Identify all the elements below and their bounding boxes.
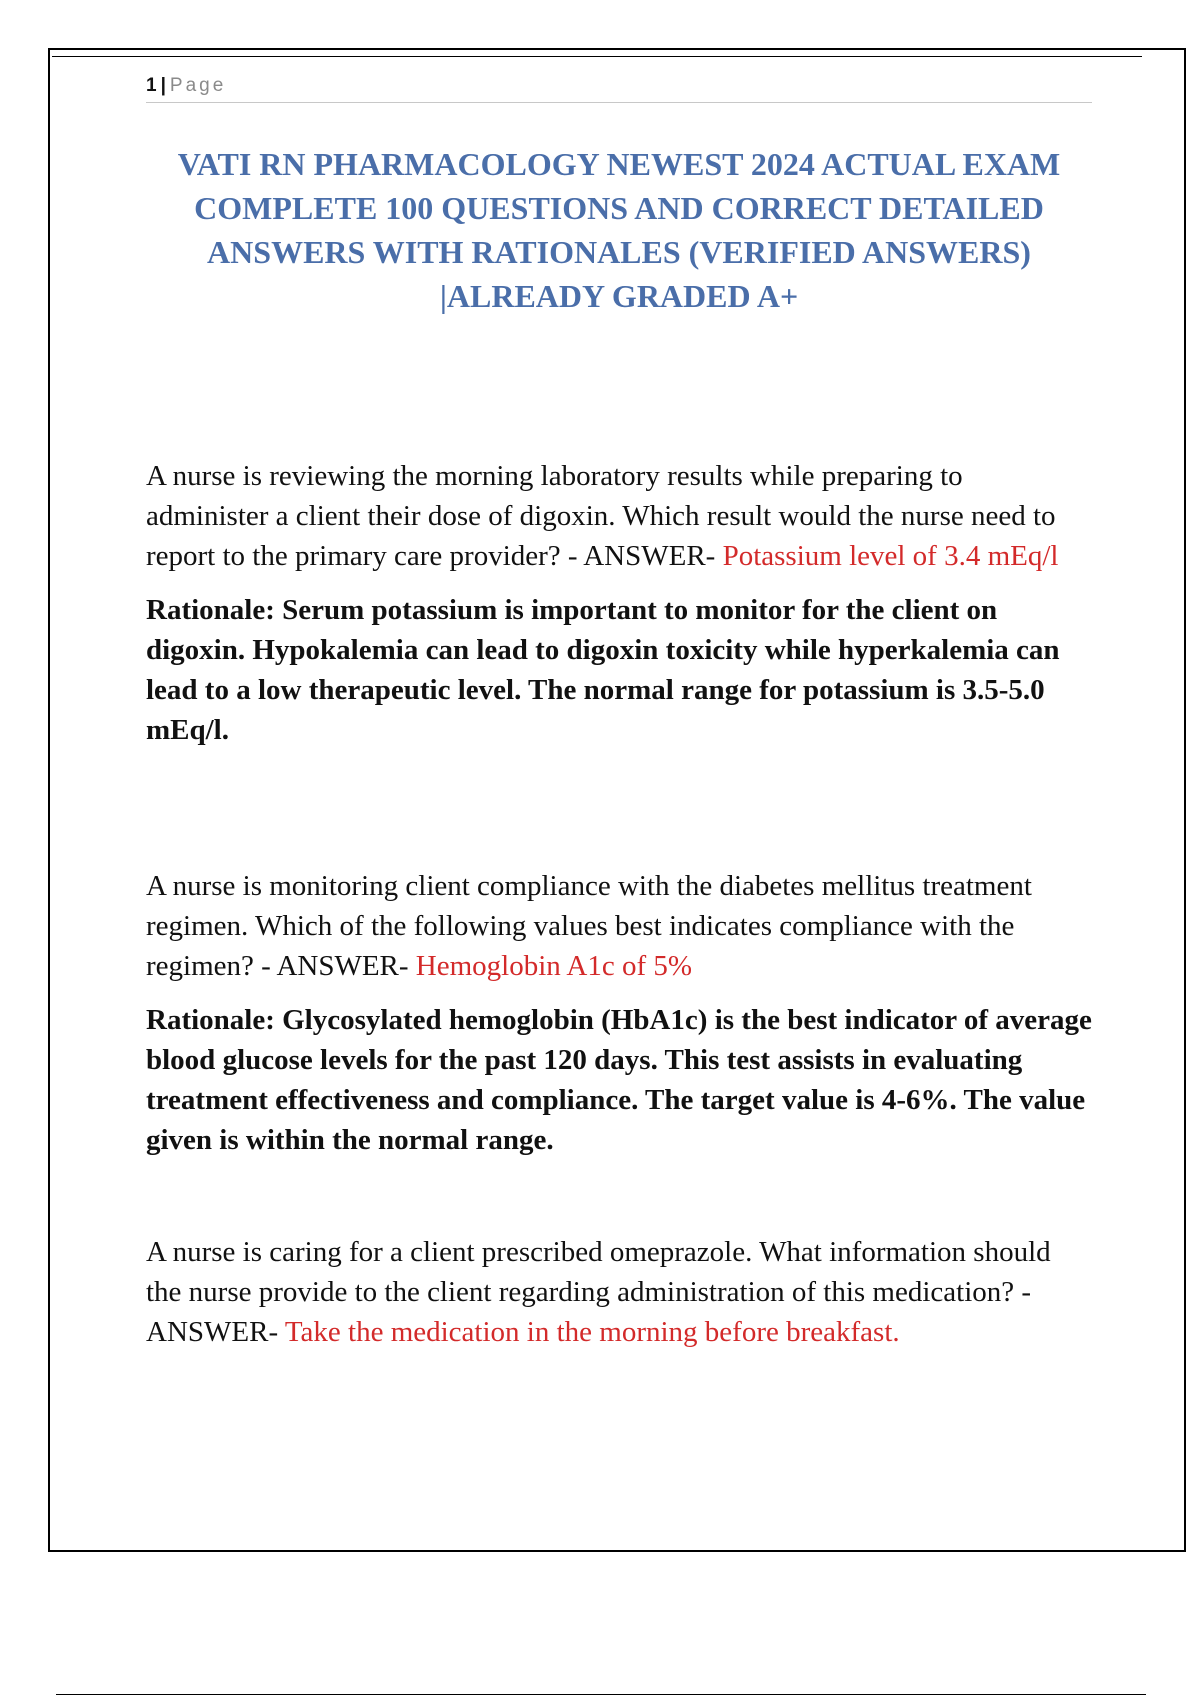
question-2 [146,866,1092,986]
qa-item-2 [146,866,1092,1160]
question-1 [146,456,1092,576]
page-number: 1 [146,75,157,96]
rationale-2: Rationale: Glycosylated hemoglobin (HbA1c) is the best indicator of average blood glucose levels for the past 120 days. This test assists in evaluating treatment effectiveness and compliance. The target value is 4-6%. The value given is within the normal range. [146,1004,1092,1156]
bottom-rule [56,1694,1146,1695]
answer-text: Take the medication in the morning before breakfast. [284,1316,900,1348]
question-3 [146,1232,1092,1352]
qa-item-3 [146,1232,1092,1352]
answer-text: Potassium level of 3.4 mEq/l [722,540,1059,572]
page-header [146,74,1092,103]
answer-text: Hemoglobin A1c of 5% [415,950,693,982]
page-label: Page [169,75,227,96]
question-text: A nurse is reviewing the morning laboratory results while preparing to administer a client their dose of digoxin. Which result would the nurse need to report to the primary care provider? - ANSWER- [146,460,1056,572]
question-text: A nurse is monitoring client compliance with the diabetes mellitus treatment regimen. Which of the following values best indicates compliance with the regimen? - ANSWER- [146,870,1032,982]
rationale-1: Rationale: Serum potassium is important to monitor for the client on digoxin. Hypokalemia can lead to digoxin toxicity while hyperkalemia can lead to a low therapeutic level. The normal range for potassium is 3.5-5.0 mEq/l. [146,594,1060,746]
top-rule [52,56,1142,57]
qa-item-1 [146,456,1092,750]
document-title: VATI RN PHARMACOLOGY NEWEST 2024 ACTUAL EXAM COMPLETE 100 QUESTIONS AND CORRECT DETAILED ANSWERS WITH RATIONALES (VERIFIED ANSWERS) |ALREADY GRADED A+ [177,146,1061,314]
question-text: A nurse is caring for a client prescribed omeprazole. What information should the nurse provide to the client regarding administration of this medication? - ANSWER- [146,1236,1051,1348]
header-separator: | [160,75,166,96]
